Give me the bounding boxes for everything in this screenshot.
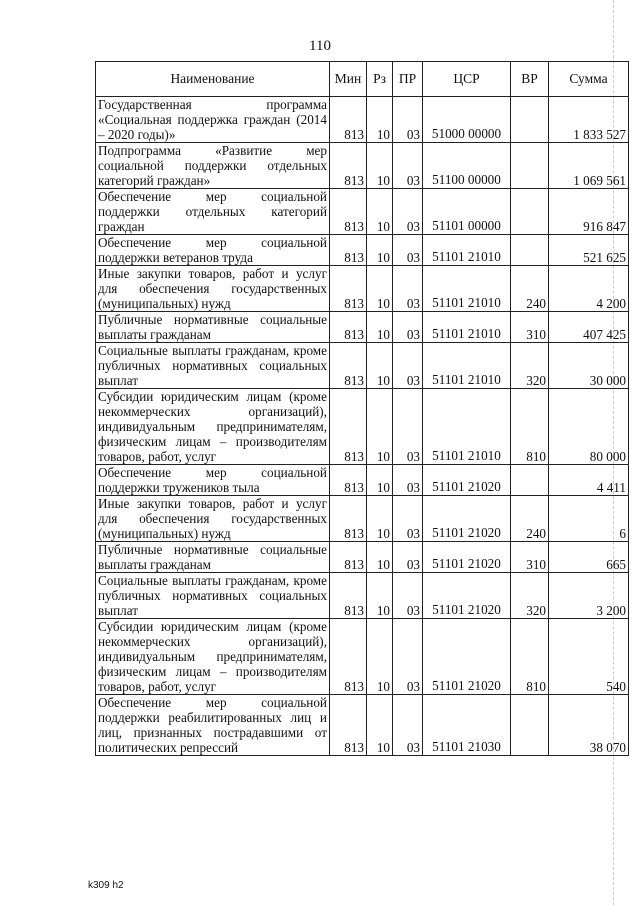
cell-sum: 4 411 [549, 465, 629, 496]
cell-rz: 10 [367, 389, 393, 465]
cell-pr: 03 [393, 343, 423, 389]
table-row [96, 97, 629, 143]
cell-pr: 03 [393, 496, 423, 542]
cell-min: 813 [330, 465, 367, 496]
cell-vr: 240 [511, 266, 549, 312]
cell-name: Публичные нормативные социальные выплаты гражданам [96, 312, 330, 343]
cell-vr [511, 465, 549, 496]
cell-rz: 10 [367, 97, 393, 143]
cell-vr [511, 189, 549, 235]
cell-pr: 03 [393, 542, 423, 573]
cell-rz: 10 [367, 143, 393, 189]
cell-min: 813 [330, 266, 367, 312]
cell-csr: 51100 00000 [423, 143, 511, 189]
cell-vr: 240 [511, 496, 549, 542]
cell-csr: 51101 21020 [423, 619, 511, 695]
cell-vr [511, 235, 549, 266]
cell-min: 813 [330, 97, 367, 143]
cell-rz: 10 [367, 619, 393, 695]
cell-min: 813 [330, 235, 367, 266]
cell-min: 813 [330, 312, 367, 343]
cell-name: Публичные нормативные социальные выплаты гражданам [96, 542, 330, 573]
cell-pr: 03 [393, 465, 423, 496]
cell-csr: 51000 00000 [423, 97, 511, 143]
cell-pr: 03 [393, 312, 423, 343]
cell-csr: 51101 21010 [423, 266, 511, 312]
cell-vr: 320 [511, 573, 549, 619]
cell-csr: 51101 00000 [423, 189, 511, 235]
cell-pr: 03 [393, 695, 423, 756]
table-body [96, 97, 629, 756]
cell-pr: 03 [393, 573, 423, 619]
cell-rz: 10 [367, 235, 393, 266]
cell-name: Обеспечение мер социальной поддержки реабилитированных лиц и лиц, признанных пострадавшими от политических репрессий [96, 695, 330, 756]
table-row [96, 266, 629, 312]
cell-min: 813 [330, 343, 367, 389]
cell-vr [511, 143, 549, 189]
table-header-row [96, 62, 629, 97]
cell-pr: 03 [393, 143, 423, 189]
cell-min: 813 [330, 542, 367, 573]
table-row [96, 389, 629, 465]
header-name: Наименование [96, 62, 330, 97]
cell-sum: 3 200 [549, 573, 629, 619]
table-row [96, 143, 629, 189]
cell-min: 813 [330, 695, 367, 756]
cell-sum: 916 847 [549, 189, 629, 235]
budget-table-container [95, 61, 628, 756]
page-number: 110 [309, 38, 331, 54]
cell-name: Подпрограмма «Развитие мер социальной поддержки отдельных категорий граждан» [96, 143, 330, 189]
cell-min: 813 [330, 143, 367, 189]
cell-rz: 10 [367, 189, 393, 235]
cell-sum: 521 625 [549, 235, 629, 266]
cell-vr: 310 [511, 312, 549, 343]
table-row [96, 312, 629, 343]
footer-code: k309 h2 [88, 880, 124, 891]
cell-name: Субсидии юридическим лицам (кроме некоммерческих организаций), индивидуальным предпринимателям, физическим лицам – производителям товаров, работ, услуг [96, 389, 330, 465]
cell-vr: 810 [511, 389, 549, 465]
header-vr: ВР [511, 62, 549, 97]
cell-min: 813 [330, 389, 367, 465]
table-row [96, 189, 629, 235]
cell-sum: 80 000 [549, 389, 629, 465]
cell-sum: 6 [549, 496, 629, 542]
cell-name: Социальные выплаты гражданам, кроме публичных нормативных социальных выплат [96, 573, 330, 619]
cell-sum: 540 [549, 619, 629, 695]
table-row [96, 235, 629, 266]
cell-pr: 03 [393, 97, 423, 143]
cell-sum: 665 [549, 542, 629, 573]
table-row [96, 496, 629, 542]
cell-vr: 310 [511, 542, 549, 573]
cell-pr: 03 [393, 266, 423, 312]
cell-rz: 10 [367, 465, 393, 496]
cell-pr: 03 [393, 235, 423, 266]
cell-vr [511, 97, 549, 143]
cell-csr: 51101 21010 [423, 312, 511, 343]
table-row [96, 695, 629, 756]
cell-csr: 51101 21020 [423, 542, 511, 573]
cell-csr: 51101 21030 [423, 695, 511, 756]
cell-min: 813 [330, 573, 367, 619]
header-csr: ЦСР [423, 62, 511, 97]
cell-rz: 10 [367, 573, 393, 619]
cell-name: Обеспечение мер социальной поддержки отдельных категорий граждан [96, 189, 330, 235]
cell-name: Иные закупки товаров, работ и услуг для обеспечения государственных (муниципальных) нужд [96, 496, 330, 542]
cell-name: Государственная программа «Социальная поддержка граждан (2014 – 2020 годы)» [96, 97, 330, 143]
header-pr: ПР [393, 62, 423, 97]
cell-name: Социальные выплаты гражданам, кроме публичных нормативных социальных выплат [96, 343, 330, 389]
table-row [96, 619, 629, 695]
header-sum: Сумма [549, 62, 629, 97]
cell-rz: 10 [367, 312, 393, 343]
cell-rz: 10 [367, 496, 393, 542]
table-row [96, 542, 629, 573]
cell-sum: 38 070 [549, 695, 629, 756]
cell-pr: 03 [393, 189, 423, 235]
cell-sum: 407 425 [549, 312, 629, 343]
table-row [96, 465, 629, 496]
header-rz: Рз [367, 62, 393, 97]
cell-name: Обеспечение мер социальной поддержки тружеников тыла [96, 465, 330, 496]
cell-sum: 1 069 561 [549, 143, 629, 189]
cell-csr: 51101 21020 [423, 573, 511, 619]
table-row [96, 573, 629, 619]
cell-sum: 30 000 [549, 343, 629, 389]
cell-min: 813 [330, 496, 367, 542]
cell-name: Обеспечение мер социальной поддержки ветеранов труда [96, 235, 330, 266]
cell-pr: 03 [393, 389, 423, 465]
cell-vr: 810 [511, 619, 549, 695]
cell-min: 813 [330, 619, 367, 695]
table-row [96, 343, 629, 389]
budget-table [95, 61, 629, 756]
cell-csr: 51101 21010 [423, 343, 511, 389]
cell-sum: 1 833 527 [549, 97, 629, 143]
cell-name: Субсидии юридическим лицам (кроме некоммерческих организаций), индивидуальным предпринимателям, физическим лицам – производителям товаров, работ, услуг [96, 619, 330, 695]
cell-rz: 10 [367, 542, 393, 573]
cell-csr: 51101 21010 [423, 235, 511, 266]
cell-csr: 51101 21020 [423, 465, 511, 496]
cell-vr [511, 695, 549, 756]
cell-min: 813 [330, 189, 367, 235]
cell-rz: 10 [367, 343, 393, 389]
cell-csr: 51101 21020 [423, 496, 511, 542]
cell-csr: 51101 21010 [423, 389, 511, 465]
cell-pr: 03 [393, 619, 423, 695]
cell-sum: 4 200 [549, 266, 629, 312]
cell-vr: 320 [511, 343, 549, 389]
cell-rz: 10 [367, 266, 393, 312]
header-min: Мин [330, 62, 367, 97]
cell-rz: 10 [367, 695, 393, 756]
cell-name: Иные закупки товаров, работ и услуг для обеспечения государственных (муниципальных) нужд [96, 266, 330, 312]
